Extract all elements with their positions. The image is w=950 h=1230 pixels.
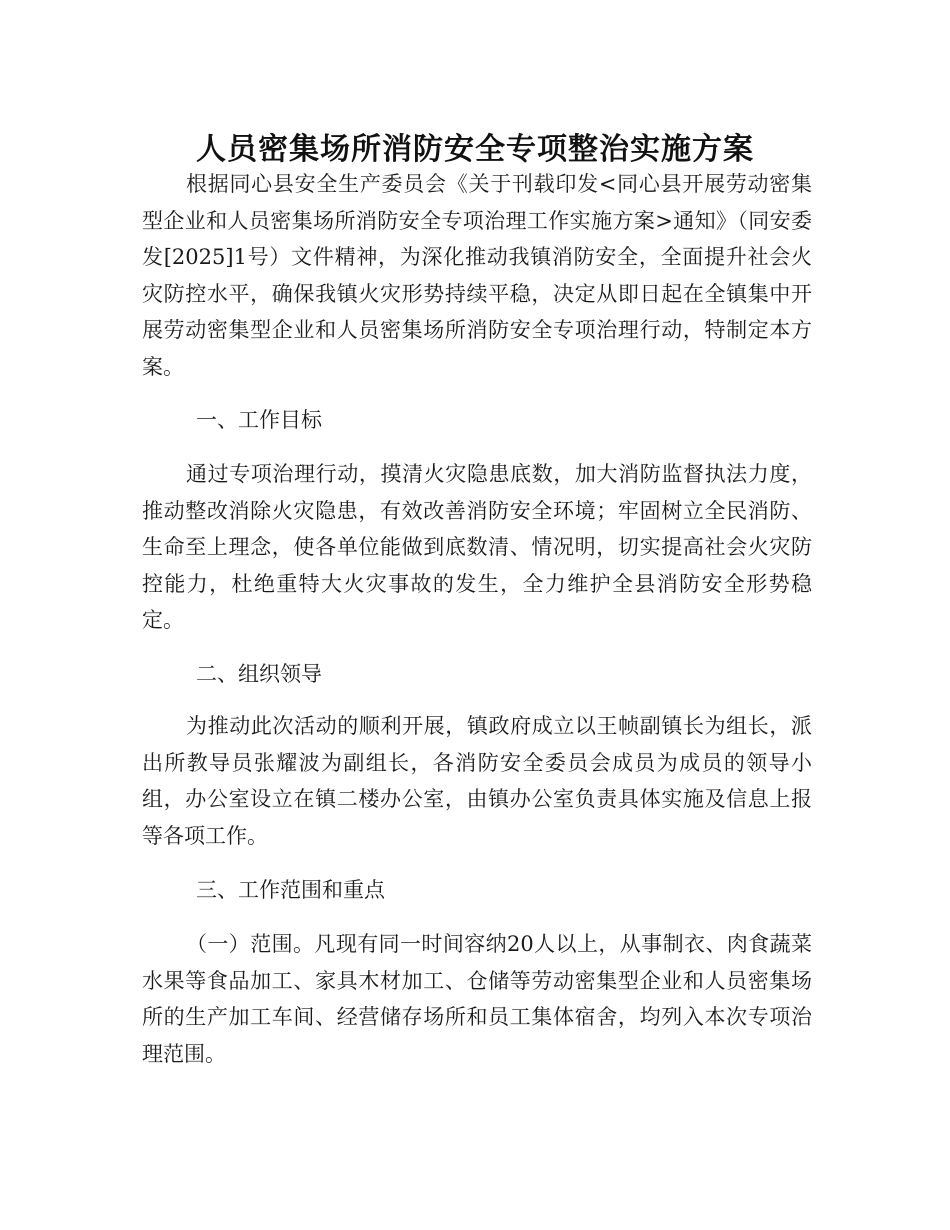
section-heading-leadership: 二、组织领导 xyxy=(196,662,322,686)
section-text-leadership: 为推动此次活动的顺利开展，镇政府成立以王帧副镇长为组长，派出所教导员张耀波为副组长，各消防安全委员会成员为成员的领导小组，办公室设立在镇二楼办公室，由镇办公室负责具体实施及信息上报等各项工作。 xyxy=(142,714,812,848)
section-heading-goals: 一、工作目标 xyxy=(196,408,322,432)
intro-paragraph: 根据同心县安全生产委员会《关于刊载印发<同心县开展劳动密集型企业和人员密集场所消防安全专项治理工作实施方案>通知》（同安委发[2025]1号）文件精神，为深化推动我镇消防安全，全面提升社会火灾防控水平，确保我镇火灾形势持续平稳，决定从即日起在全镇集中开展劳动密集型企业和人员密集场所消防安全专项治理行动，特制定本方案。 xyxy=(142,172,812,379)
section-heading-scope: 三、工作范围和重点 xyxy=(196,878,385,902)
section-text-scope: （一）范围。凡现有同一时间容纳20人以上，从事制衣、肉食蔬菜水果等食品加工、家具木材加工、仓储等劳动密集型企业和人员密集场所的生产加工车间、经营储存场所和员工集体宿舍，均列入本次专项治理范围。 xyxy=(142,932,812,1066)
section-text-goals: 通过专项治理行动，摸清火灾隐患底数，加大消防监督执法力度，推动整改消除火灾隐患，有效改善消防安全环境；牢固树立全民消防、生命至上理念，使各单位能做到底数清、情况明，切实提高社会火灾防控能力，杜绝重特大火灾事故的发生，全力维护全县消防安全形势稳定。 xyxy=(142,462,812,632)
document-title: 人员密集场所消防安全专项整治实施方案 xyxy=(196,132,754,168)
